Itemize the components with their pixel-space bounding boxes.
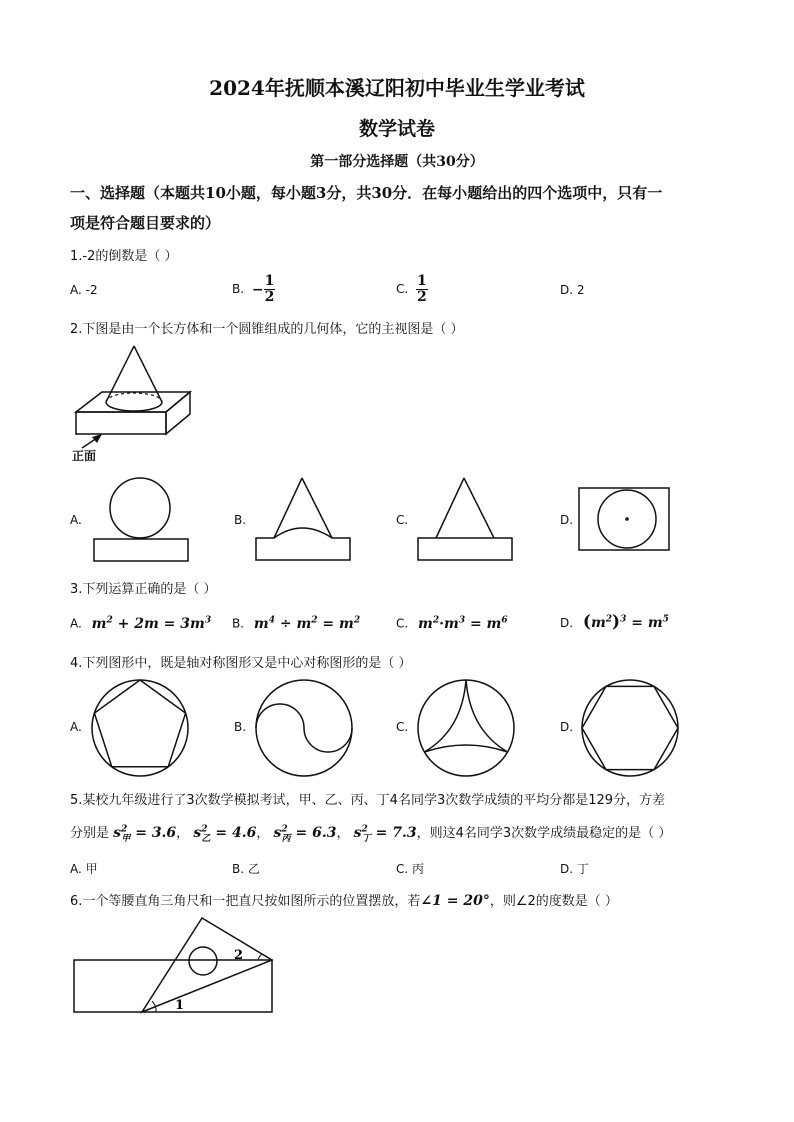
q5-ding-subscript: 丁: [361, 833, 371, 844]
q5-stem: 5.某校九年级进行了3次数学模拟考试，甲、乙、丙、丁4名同学3次数学成绩的平均分都是129分，方差: [70, 793, 666, 808]
q3-b-expression: $m^4 \div m^2 = m^2$: [253, 615, 361, 632]
q3-option-b: [232, 615, 360, 632]
q3-b-label: B.: [232, 616, 245, 631]
q5-jia-subscript: 甲: [121, 833, 131, 844]
q6-angle1-label: 1: [175, 998, 185, 1013]
q1-c-numerator: 1: [417, 273, 427, 289]
q3-stem: 3.下列运算正确的是（ ）: [70, 582, 217, 597]
q1-c-fraction: [416, 274, 428, 305]
q4-option-c-figure: [416, 678, 516, 778]
q2-stem: 2.下图是由一个长方体和一个圆锥组成的几何体，它的主视图是（ ）: [70, 322, 464, 337]
q4-option-b-label: B.: [234, 720, 247, 734]
q5-option-c: C. 丙: [396, 862, 425, 876]
q2-option-b-label: B.: [234, 513, 247, 527]
q6-stem-start: 6.一个等腰直角三角尺和一把直尺按如图所示的位置摆放，若: [70, 894, 421, 909]
q1-b-label: B.: [232, 282, 245, 296]
q1-b-numerator: 1: [264, 273, 275, 289]
q6-stem-end: ，则∠2的度数是（ ）: [489, 894, 618, 909]
q4-option-a-label: A.: [70, 720, 82, 734]
q5-variance-bing: $s^2_丙 = 6.3$: [273, 824, 337, 844]
q5-bing-subscript: 丙: [281, 833, 291, 844]
q5-variance-ding: $s^2_丁 = 7.3$: [353, 824, 417, 844]
q1-c-denominator: 2: [417, 289, 427, 305]
q5-yi-subscript: 乙: [201, 833, 211, 844]
q3-a-label: A.: [70, 616, 82, 631]
q6-stem: [70, 890, 618, 909]
q1-stem: 1.-2的倒数是（ ）: [70, 249, 178, 264]
q2-option-a-figure: [92, 477, 192, 563]
q5-yi-value: 4.6: [231, 825, 257, 841]
front-view-label: 正面: [72, 449, 97, 463]
section-heading-line2: 项是符合题目要求的）: [70, 214, 221, 232]
q6-ruler-triangle-figure: [72, 916, 277, 1016]
q5-bing-value: 6.3: [312, 825, 337, 841]
q2-option-c-label: C.: [396, 513, 409, 527]
q1-b-sign: −: [251, 281, 264, 298]
q3-a-expression: $m^2 + 2m = 3m^3$: [91, 615, 212, 632]
q3-option-d: [560, 612, 669, 632]
section-heading-line1: 一、选择题（本题共10小题，每小题3分，共30分．在每小题给出的四个选项中，只有一: [70, 184, 663, 202]
q5-variance-yi: $s^2_乙 = 4.6$: [193, 824, 257, 844]
q3-c-label: C.: [396, 616, 409, 631]
q3-c-expression: $m^2\cdot m^3 = m^6$: [418, 615, 508, 632]
q5-jia-value: 3.6: [151, 825, 177, 841]
q4-option-d-label: D.: [560, 720, 574, 734]
q3-d-label: D.: [560, 616, 574, 630]
q4-option-d-figure: [580, 678, 680, 778]
q5-ding-value: 7.3: [392, 825, 417, 841]
q1-b-denominator: 2: [264, 289, 275, 305]
q1-c-label: C.: [396, 282, 409, 296]
q4-option-b-figure: [254, 678, 354, 778]
q3-option-a: [70, 615, 211, 632]
q6-angle2-label: 2: [234, 948, 244, 963]
q5-variance-line: 分别是 $s^2_甲 = 3.6$， $s^2_乙 = 4.6$， $s^2_丙 = 6.3$， $s^2_丁 = 7.3$，则这4名同学3次数学成绩最稳定的是（ ）: [70, 824, 672, 844]
q1-option-c: [396, 274, 428, 305]
q3-d-expression: $(m^2)^3 = m^5$: [582, 612, 669, 632]
part-heading: 第一部分选择题（共30分）: [310, 154, 484, 170]
q4-option-a-figure: [90, 678, 190, 778]
q1-b-fraction: [264, 274, 276, 305]
q2-option-d-figure: [578, 487, 670, 551]
q6-angle-expression: ∠1 = 20°: [420, 893, 490, 909]
q1-option-a: A. -2: [70, 283, 98, 297]
q2-option-a-label: A.: [70, 513, 82, 527]
q5-option-a: A. 甲: [70, 862, 98, 876]
q5-option-d: D. 丁: [560, 862, 589, 876]
q2-option-d-label: D.: [560, 513, 574, 527]
q5-line2-start: 分别是: [70, 826, 110, 841]
q1-option-d: D. 2: [560, 283, 585, 297]
q1-option-b: [232, 274, 275, 305]
exam-subtitle: 数学试卷: [358, 118, 435, 140]
q3-option-c: [396, 615, 508, 632]
q2-option-b-figure: [254, 476, 354, 564]
q5-line2-end: ，则这4名同学3次数学成绩最稳定的是（ ）: [416, 826, 672, 841]
q5-option-b: B. 乙: [232, 862, 260, 876]
q4-stem: 4.下列图形中，既是轴对称图形又是中心对称图形的是（ ）: [70, 656, 412, 671]
q5-variance-jia: $s^2_甲 = 3.6$: [113, 824, 177, 844]
q2-option-c-figure: [416, 476, 516, 564]
q4-option-c-label: C.: [396, 720, 409, 734]
exam-title: 2024年抚顺本溪辽阳初中毕业生学业考试: [209, 76, 585, 100]
